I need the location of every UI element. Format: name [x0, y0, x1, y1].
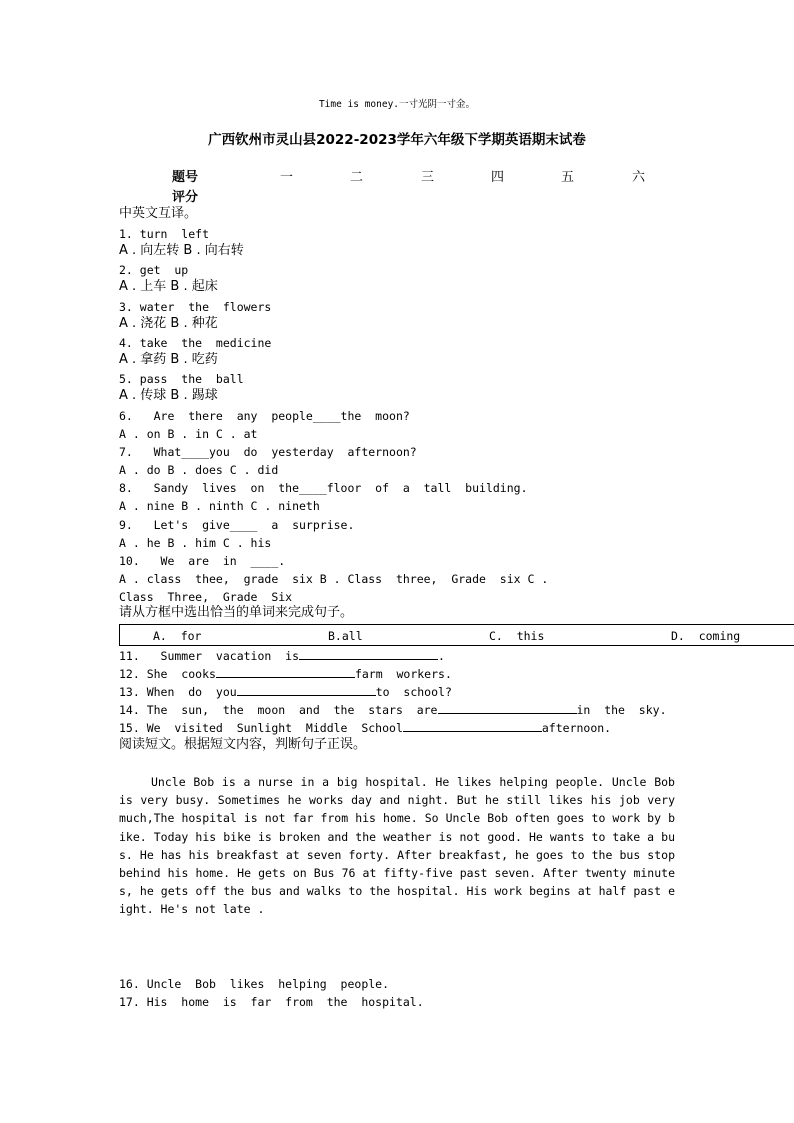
question-12-blank — [216, 666, 355, 678]
question-10: 10. We are in ____. — [119, 554, 286, 568]
question-3: 3. water the flowers — [119, 300, 272, 314]
question-11-blank — [299, 648, 438, 660]
question-7: 7. What____you do yesterday afternoon? — [119, 445, 417, 459]
question-2-options: A . 上车 B . 起床 — [119, 279, 218, 294]
question-13-end: to school? — [375, 685, 452, 699]
question-4: 4. take the medicine — [119, 336, 272, 350]
word-option-d: D. coming — [671, 629, 741, 643]
question-11 — [119, 648, 445, 664]
question-5-options: A . 传球 B . 踢球 — [119, 388, 218, 403]
score-label: 评分 — [172, 190, 199, 205]
score-col-5: 五 — [561, 170, 575, 185]
question-12-text: 12. She cooks — [119, 667, 216, 681]
question-9-options: A . he B . him C . his — [119, 536, 272, 550]
question-12-end: farm workers. — [354, 667, 452, 681]
question-9: 9. Let's give____ a surprise. — [119, 518, 355, 532]
page-title: 广西钦州市灵山县2022-2023学年六年级下学期英语期末试卷 — [208, 132, 586, 148]
question-6: 6. Are there any people____the moon? — [119, 409, 410, 423]
question-10-options-cont: Class Three, Grade Six — [119, 590, 293, 604]
question-8-options: A . nine B . ninth C . nineth — [119, 499, 320, 513]
word-option-a: A. for — [153, 629, 202, 643]
question-5: 5. pass the ball — [119, 372, 244, 386]
question-15-end: afternoon. — [541, 721, 612, 735]
question-3-options: A . 浇花 B . 种花 — [119, 316, 218, 331]
question-13-text: 13. When do you — [119, 685, 237, 699]
score-col-6: 六 — [632, 170, 646, 185]
question-8: 8. Sandy lives on the____floor of a tall building. — [119, 481, 528, 495]
question-11-end: . — [438, 649, 445, 663]
question-14-blank — [438, 702, 577, 714]
question-14 — [119, 702, 667, 718]
question-13-blank — [237, 684, 376, 696]
score-col-3: 三 — [421, 170, 435, 185]
score-col-1: 一 — [280, 170, 294, 185]
reading-passage: Uncle Bob is a nurse in a big hospital. He likes helping people. Uncle Bob is very busy. Sometimes he works day and night. But he still likes his job very much,The hospital is not far from his home. So Uncle Bob often goes to work by bike. Today his bike is broken and the weather is not good. He wants to take a bus. He has his breakfast at seven forty. After breakfast, he goes to the bus stop behind his home. He gets on Bus 76 at fifty-five past seven. After twenty minutes, he gets off the bus and walks to the hospital. His work begins at half past eight. He's not late . — [119, 775, 675, 917]
question-17: 17. His home is far from the hospital. — [119, 995, 424, 1009]
score-row-label: 题号 — [172, 170, 199, 185]
question-14-end: in the sky. — [576, 703, 667, 717]
question-14-text: 14. The sun, the moon and the stars are — [119, 703, 438, 717]
question-15-blank — [403, 720, 542, 732]
question-6-options: A . on B . in C . at — [119, 427, 258, 441]
score-col-4: 四 — [491, 170, 505, 185]
section-heading-2: 请从方框中选出恰当的单词来完成句子。 — [119, 605, 354, 620]
question-2: 2. get up — [119, 263, 189, 277]
question-15-text: 15. We visited Sunlight Middle School — [119, 721, 403, 735]
question-7-options: A . do B . does C . did — [119, 463, 279, 477]
question-16: 16. Uncle Bob likes helping people. — [119, 977, 390, 991]
question-4-options: A . 拿药 B . 吃药 — [119, 352, 218, 367]
question-13 — [119, 684, 452, 700]
word-option-c: C. this — [489, 629, 545, 643]
question-11-text: 11. Summer vacation is — [119, 649, 300, 663]
question-15 — [119, 720, 611, 736]
section-heading-3: 阅读短文。根据短文内容，判断句子正误。 — [119, 737, 367, 752]
word-bank-box — [119, 624, 794, 646]
score-col-2: 二 — [350, 170, 364, 185]
question-12 — [119, 666, 452, 682]
word-option-b: B.all — [328, 629, 363, 643]
section-heading-1: 中英文互译。 — [119, 206, 198, 221]
header-note: Time is money.一寸光阴一寸金。 — [318, 99, 476, 110]
question-1: 1. turn left — [119, 227, 210, 241]
question-10-options: A . class thee, grade six B . Class three, Grade six C . — [119, 572, 549, 586]
question-1-options: A . 向左转 B . 向右转 — [119, 243, 244, 258]
